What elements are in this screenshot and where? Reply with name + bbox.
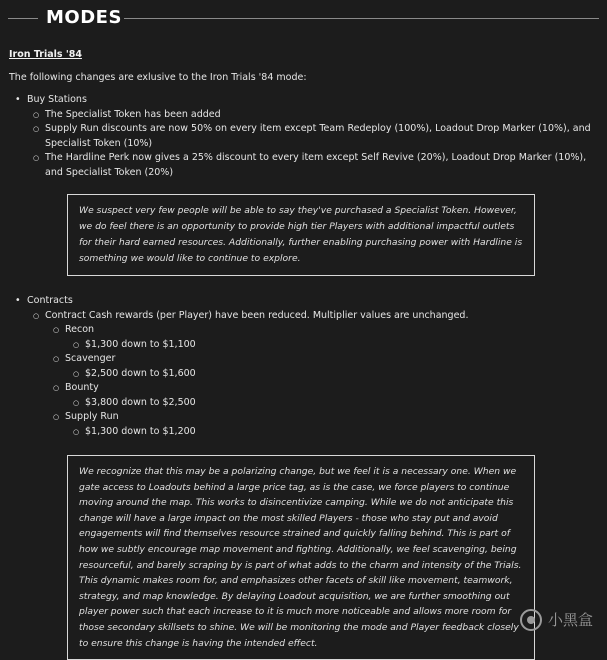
list-item bbox=[33, 309, 599, 440]
header-rule-left bbox=[8, 18, 38, 19]
contract-type-recon bbox=[53, 323, 599, 352]
contract-reward-change: ○ $1,300 down to $1,100 bbox=[73, 338, 599, 353]
list-item: ○ The Specialist Token has been added bbox=[33, 108, 599, 123]
contract-type-name: Bounty bbox=[65, 382, 99, 393]
xiaoheihe-logo-icon bbox=[520, 609, 542, 631]
page-title: MODES bbox=[46, 7, 122, 28]
contract-types-list bbox=[53, 323, 599, 439]
buy-stations-sublist bbox=[33, 108, 599, 181]
dev-note-buy-stations: We suspect very few people will be able to say they've purchased a Specialist Token. However, we do feel there is an opportunity to provide high tier Players with additional impactful outlets for their hard earned resources. Additionally, further enabling purchasing power with Hardline is something we would like to continue to explore. bbox=[67, 194, 535, 276]
watermark bbox=[520, 609, 593, 631]
contract-reward-change: ○ $2,500 down to $1,600 bbox=[73, 367, 599, 382]
contracts-label: Contracts bbox=[27, 295, 73, 306]
contract-type-name: Supply Run bbox=[65, 411, 119, 422]
contracts-list bbox=[9, 294, 599, 439]
contract-reward-change: ○ $1,300 down to $1,200 bbox=[73, 425, 599, 440]
buy-stations-label: Buy Stations bbox=[27, 94, 87, 105]
contract-type-name: Recon bbox=[65, 324, 95, 335]
contract-type-name: Scavenger bbox=[65, 353, 116, 364]
contract-type-supply-run bbox=[53, 410, 599, 439]
contracts-sublist bbox=[33, 309, 599, 440]
list-item: ○ Supply Run discounts are now 50% on every item except Team Redeploy (100%), Loadout Drop Marker (10%), and Specialist Token (10%) bbox=[33, 122, 599, 151]
list-item-contracts bbox=[9, 294, 599, 439]
contract-type-bounty bbox=[53, 381, 599, 410]
list-item-buy-stations bbox=[9, 93, 599, 180]
header-rule-right bbox=[124, 18, 599, 19]
dev-note-contracts: We recognize that this may be a polarizing change, but we feel it is a necessary one. When we gate access to Loadouts behind a large price tag, as is the case, we force players to continue moving around the map. This works to disincentivize camping. While we do not anticipate this change will have a large impact on the most skilled Players - those who stay put and avoid engagements will find themselves resource strained and quickly falling behind. This is part of how we subtly encourage map movement and fighting. Additionally, we feel scavenging, being resourceful, and barely scraping by is part of what adds to the charm and intensity of the Trials. This dynamic makes room for, and emphasizes other facets of skill like movement, teamwork, strategy, and map knowledge. By delaying Loadout acquisition, we are further smoothing out player power such that each increase to it is much more noticeable and allows more room for those secondary skillsets to shine. We will be monitoring the mode and Player feedback closely to ensure this change is having the intended effect. bbox=[67, 455, 535, 660]
section-header bbox=[0, 4, 607, 32]
contracts-sub-label: Contract Cash rewards (per Player) have been reduced. Multiplier values are unchanged. bbox=[45, 309, 469, 321]
mode-title-link[interactable]: Iron Trials '84 bbox=[9, 49, 82, 60]
article-body bbox=[9, 48, 599, 660]
intro-text: The following changes are exlusive to the Iron Trials '84 mode: bbox=[9, 71, 307, 83]
list-item: ○ The Hardline Perk now gives a 25% discount to every item except Self Revive (20%), Loadout Drop Marker (10%), and Specialist Token (20%) bbox=[33, 151, 599, 180]
contract-type-scavenger bbox=[53, 352, 599, 381]
contract-reward-change: ○ $3,800 down to $2,500 bbox=[73, 396, 599, 411]
changes-list bbox=[9, 93, 599, 180]
watermark-text: 小黑盒 bbox=[547, 610, 593, 629]
